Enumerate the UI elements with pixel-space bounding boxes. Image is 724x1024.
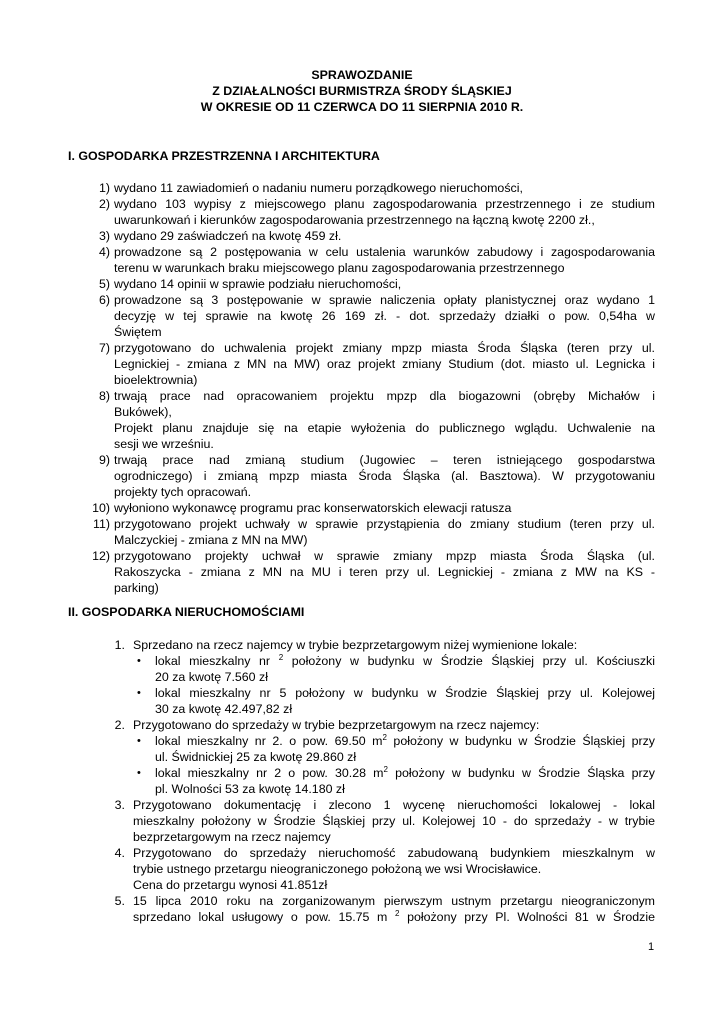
section-1-item-line: decyzję w tej sprawie na kwotę 26 169 zł. - dot. sprzedaży działki o pow. 0,54ha w <box>114 309 655 323</box>
section-1-item-line: trwają prace nad zmianą studium (Jugowiec – teren istniejącego gospodarstwa <box>114 453 655 467</box>
section-2-item-2-number: 2. <box>114 718 125 732</box>
section-1-item-line: Projekt planu znajduje się na etapie wyłożenia do publicznego wglądu. Uchwalenie na <box>114 421 655 435</box>
section-1-item-line: projekty tych opracowań. <box>114 485 252 499</box>
bullet-icon: • <box>137 687 141 699</box>
section-1-item-line: trwają prace nad opracowaniem projektu mpzp dla biogazowni (obręby Michałów i <box>114 389 655 403</box>
report-title-line-2: Z DZIAŁALNOŚCI BURMISTRZA ŚRODY ŚLĄSKIEJ <box>212 84 512 98</box>
section-1-item-line: wydano 29 zaświadczeń na kwotę 459 zł. <box>114 229 342 243</box>
section-1-item-number: 11) <box>93 517 110 531</box>
section-2-item-4-line-3: Cena do przetargu wynosi 41.851zł <box>133 878 328 892</box>
prep-item-2-line-2: pl. Wolności 53 za kwotę 14.180 zł <box>155 782 345 796</box>
section-2-item-5-number: 5. <box>114 894 125 908</box>
section-1-item-line: wydano 11 zawiadomień o nadaniu numeru porządkowego nieruchomości, <box>114 181 523 195</box>
section-1-item-line: przygotowano projekt uchwały w sprawie przystąpienia do zmiany studium (teren przy ul. <box>114 517 655 531</box>
section-1-item-line: prowadzone są 2 postępowania w celu ustalenia warunków zabudowy i zagospodarowania <box>114 245 655 259</box>
section-2-item-4-line-2: trybie ustnego przetargu nieograniczonego położoną we wsi Wrocisławice. <box>133 862 542 876</box>
section-1-item-number: 6) <box>98 293 110 307</box>
section-1-item-line: parking) <box>114 581 159 595</box>
section-1-item-number: 9) <box>98 453 110 467</box>
section-2-item-1-number: 1. <box>114 638 125 652</box>
sale-item-2-line-2: 30 za kwotę 42.497,82 zł <box>155 702 293 716</box>
section-1-item-number: 3) <box>98 229 110 243</box>
report-title-line-3: W OKRESIE OD 11 CZERWCA DO 11 SIERPNIA 2010 R. <box>200 100 524 114</box>
section-2-heading: II. GOSPODARKA NIERUCHOMOŚCIAMI <box>68 605 305 619</box>
prep-item-1-line-1: lokal mieszkalny nr 2. o pow. 69.50 $m^2$ położony w budynku w Środzie Śląskiej przy <box>155 732 655 748</box>
section-1-item-line: przygotowano do uchwalenia projekt zmiany mpzp miasta Środa Śląska (teren przy ul. <box>114 341 655 355</box>
section-2-item-3-line-3: bezprzetargowym na rzecz najemcy <box>133 830 331 844</box>
report-title-line-1: SPRAWOZDANIE <box>311 68 413 82</box>
bullet-icon: • <box>137 735 141 747</box>
section-2-item-3-line-1: Przygotowano dokumentację i zlecono 1 wycenę nieruchomości lokalowej - lokal <box>133 798 655 812</box>
section-2-item-5-line-2: sprzedano lokal usługowy o pow. 15.75 m $^2$ położony przy Pl. Wolności 81 w Środzie <box>133 908 655 924</box>
section-1-item-line: terenu w warunkach braku miejscowego planu zagospodarowania przestrzennego <box>114 261 565 275</box>
section-1-item-line: Legnickiej - zmiana z MN na MW) oraz projekt zmiany Studium (dot. miasto ul. Legnicka i <box>114 357 655 371</box>
page-number: 1 <box>648 941 655 953</box>
section-1-item-line: Bukówek), <box>114 405 172 419</box>
section-1-item-line: prowadzone są 3 postępowanie w sprawie naliczenia opłaty planistycznej oraz wydano 1 <box>114 293 655 307</box>
section-1-item-line: Świętem <box>114 325 162 339</box>
section-1-item-number: 8) <box>98 389 110 403</box>
section-1-item-line: bioelektrownia) <box>114 373 198 387</box>
section-1-item-line: Rakoszycka - zmiana z MN na MU i teren przy ul. Legnickiej - zmiana z MW na KS - <box>114 565 655 579</box>
section-1-item-number: 12) <box>92 549 110 563</box>
section-2-item-4-line-1: Przygotowano do sprzedaży nieruchomość zabudowaną budynkiem mieszkalnym w <box>133 846 655 860</box>
section-1-item-number: 4) <box>98 245 110 259</box>
section-1-item-line: wydano 14 opinii w sprawie podziału nieruchomości, <box>114 277 402 291</box>
sale-item-1-line-2: 20 za kwotę 7.560 zł <box>155 670 268 684</box>
section-2-item-3-number: 3. <box>114 798 125 812</box>
section-1-item-line: wydano 103 wypisy z miejscowego planu zagospodarowania przestrzennego i ze studium <box>114 197 655 211</box>
section-2-item-2-text: Przygotowano do sprzedaży w trybie bezprzetargowym na rzecz najemcy: <box>133 718 540 732</box>
section-1-item-line: wyłoniono wykonawcę programu prac konserwatorskich elewacji ratusza <box>114 501 512 515</box>
sale-item-2-line-1: lokal mieszkalny nr 5 położony w budynku w Środzie Śląskiej przy ul. Kolejowej <box>155 686 655 700</box>
section-2-item-3-line-2: mieszkalny położony w Środzie Śląskiej przy ul. Kolejowej 10 - do sprzedaży - w trybie <box>133 814 655 828</box>
section-1-item-number: 10) <box>92 501 110 515</box>
section-1-item-number: 1) <box>98 181 110 195</box>
section-1-heading: I. GOSPODARKA PRZESTRZENNA I ARCHITEKTURA <box>68 149 380 163</box>
section-1-item-number: 7) <box>98 341 110 355</box>
section-2-item-1-text: Sprzedano na rzecz najemcy w trybie bezprzetargowym niżej wymienione lokale: <box>133 638 578 652</box>
prep-item-1-line-2: ul. Świdnickiej 25 za kwotę 29.860 zł <box>155 750 357 764</box>
bullet-icon: • <box>137 767 141 779</box>
section-1-item-line: ogrodniczego) i zmianą mpzp miasta Środa Śląska (al. Basztowa). W przygotowaniu <box>114 469 655 483</box>
sale-item-1-line-1: lokal mieszkalny nr $^2$ położony w budynku w Środzie Śląskiej przy ul. Kościuszki <box>155 652 655 668</box>
section-1-item-number: 2) <box>98 197 110 211</box>
section-2-item-4-number: 4. <box>114 846 125 860</box>
section-1-item-line: Malczyckiej - zmiana z MN na MW) <box>114 533 308 547</box>
section-1-item-line: uwarunkowań i kierunków zagospodarowania przestrzennego na łączną kwotę 2200 zł., <box>114 213 595 227</box>
prep-item-2-line-1: lokal mieszkalny nr 2 o pow. 30.28 $m^2$ położony w budynku w Środzie Śląska przy <box>155 764 655 780</box>
section-1-item-line: sesji we wrześniu. <box>114 437 214 451</box>
section-1-item-number: 5) <box>98 277 110 291</box>
section-2-item-5-line-1: 15 lipca 2010 roku na zorganizowanym pierwszym ustnym przetargu nieograniczonym <box>133 894 655 908</box>
bullet-icon: • <box>137 655 141 667</box>
section-1-item-line: przygotowano projekty uchwał w sprawie zmiany mpzp miasta Środa Śląska (ul. <box>114 549 655 563</box>
